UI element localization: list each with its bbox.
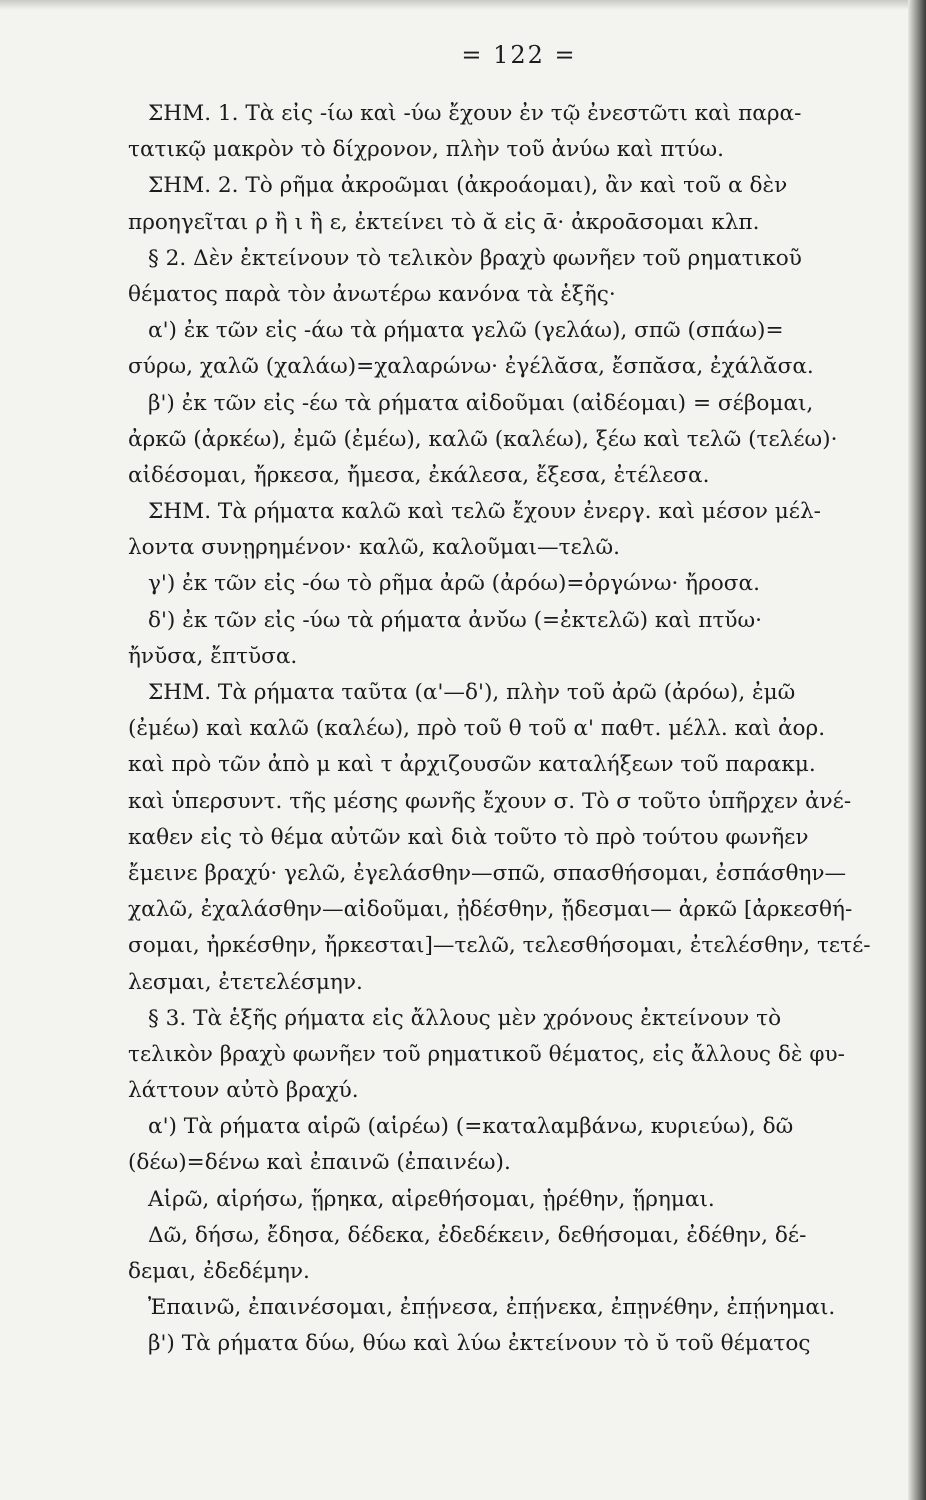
book-page — [128, 40, 910, 1480]
page-text-body — [128, 96, 910, 1363]
text-line: τατικῷ μακρὸν τὸ δίχρονον, πλὴν τοῦ ἀνύω καὶ πτύω. — [128, 137, 724, 163]
text-line: Αἱρῶ, αἱρήσω, ᾕρηκα, αἱρεθήσομαι, ᾑρέθην, ᾕρημαι. — [148, 1186, 715, 1212]
text-line: Ἐπαινῶ, ἐπαινέσομαι, ἐπῄνεσα, ἐπῄνεκα, ἐπῃνέθην, ἐπῄνημαι. — [148, 1295, 836, 1321]
text-line: δ') ἐκ τῶν εἰς -ύω τὰ ρήματα ἀνῠ́ω (=ἐκτελῶ) καὶ πτῠ́ω· — [148, 607, 763, 633]
text-line: καθεν εἰς τὸ θέμα αὐτῶν καὶ διὰ τοῦτο τὸ πρὸ τούτου φωνῆεν — [128, 824, 809, 850]
text-line: λοντα συνῃρημένον· καλῶ, καλοῦμαι—τελῶ. — [128, 535, 620, 561]
text-line: τελικὸν βραχὺ φωνῆεν τοῦ ρηματικοῦ θέματος, εἰς ἄλλους δὲ φυ- — [128, 1041, 845, 1067]
text-line: καὶ ὑπερσυντ. τῆς μέσης φωνῆς ἔχουν σ. Τὸ σ τοῦτο ὑπῆρχεν ἀνέ- — [128, 788, 852, 814]
text-line: § 2. Δὲν ἐκτείνουν τὸ τελικὸν βραχὺ φωνῆεν τοῦ ρηματικοῦ — [148, 245, 802, 271]
text-line: α') ἐκ τῶν εἰς -άω τὰ ρήματα γελῶ (γελάω), σπῶ (σπάω)= — [148, 318, 784, 344]
text-line: γ') ἐκ τῶν εἰς -όω τὸ ρῆμα ἀρῶ (ἀρόω)=ὀργώνω· ἤροσα. — [148, 571, 760, 597]
text-line: β') ἐκ τῶν εἰς -έω τὰ ρήματα αἰδοῦμαι (αἰδέομαι) = σέβομαι, — [148, 390, 814, 416]
scan-top-edge — [0, 0, 926, 10]
text-line: § 3. Τὰ ἑξῆς ρήματα εἰς ἄλλους μὲν χρόνους ἐκτείνουν τὸ — [148, 1005, 782, 1031]
text-line: β') Τὰ ρήματα δύω, θύω καὶ λύω ἐκτείνουν τὸ ῠ τοῦ θέματος — [148, 1331, 811, 1357]
text-line: ΣΗΜ. 2. Τὸ ρῆμα ἀκροῶμαι (ἀκροάομαι), ἂν καὶ τοῦ α δὲν — [148, 173, 788, 199]
scan-right-edge — [908, 0, 926, 1500]
text-line: σύρω, χαλῶ (χαλάω)=χαλαρώνω· ἐγέλᾰσα, ἔσπᾰσα, ἐχάλᾰσα. — [128, 354, 814, 380]
text-line: Δῶ, δήσω, ἔδησα, δέδεκα, ἐδεδέκειν, δεθήσομαι, ἐδέθην, δέ- — [148, 1222, 807, 1248]
text-line: λεσμαι, ἐτετελέσμην. — [128, 969, 363, 995]
text-line: προηγεῖται ρ ἢ ι ἢ ε, ἐκτείνει τὸ ᾰ εἰς ᾱ· ἀκροᾱσομαι κλπ. — [128, 209, 760, 235]
text-line: ΣΗΜ. Τὰ ρήματα ταῦτα (α'—δ'), πλὴν τοῦ ἀρῶ (ἀρόω), ἐμῶ — [148, 680, 796, 705]
text-line: σομαι, ἠρκέσθην, ἤρκεσται]—τελῶ, τελεσθήσομαι, ἐτελέσθην, τετέ- — [128, 933, 871, 959]
page-number: = 122 = — [461, 41, 577, 69]
text-line: αἰδέσομαι, ἤρκεσα, ἤμεσα, ἐκάλεσα, ἔξεσα, ἐτέλεσα. — [128, 462, 710, 488]
text-line: ἤνῠσα, ἔπτῠσα. — [128, 643, 298, 669]
text-line: (ἐμέω) καὶ καλῶ (καλέω), πρὸ τοῦ θ τοῦ α' παθτ. μέλλ. καὶ ἀορ. — [128, 716, 826, 742]
text-line: ἔμεινε βραχύ· γελῶ, ἐγελάσθην—σπῶ, σπασθήσομαι, ἐσπάσθην— — [128, 860, 847, 886]
text-line: ΣΗΜ. Τὰ ρήματα καλῶ καὶ τελῶ ἔχουν ἐνεργ. καὶ μέσον μέλ- — [148, 499, 821, 525]
text-line: ἀρκῶ (ἀρκέω), ἐμῶ (ἐμέω), καλῶ (καλέω), ξέω καὶ τελῶ (τελέω)· — [128, 426, 838, 452]
text-line: καὶ πρὸ τῶν ἀπὸ μ καὶ τ ἀρχιζουσῶν καταλήξεων τοῦ παρακμ. — [128, 752, 816, 778]
text-line: λάττουν αὐτὸ βραχύ. — [128, 1078, 359, 1104]
text-line: χαλῶ, ἐχαλάσθην—αἰδοῦμαι, ᾐδέσθην, ᾔδεσμαι— ἀρκῶ [ἀρκεσθή- — [128, 897, 853, 923]
text-line: δεμαι, ἐδεδέμην. — [128, 1259, 310, 1284]
text-line: α') Τὰ ρήματα αἱρῶ (αἱρέω) (=καταλαμβάνω, κυριεύω), δῶ — [148, 1114, 794, 1140]
text-line: ΣΗΜ. 1. Τὰ εἰς -ίω καὶ -ύω ἔχουν ἐν τῷ ἐνεστῶτι καὶ παρα- — [148, 101, 802, 126]
text-line: θέματος παρὰ τὸν ἀνωτέρω κανόνα τὰ ἑξῆς· — [128, 281, 616, 307]
text-line: (δέω)=δένω καὶ ἐπαινῶ (ἐπαινέω). — [128, 1150, 511, 1176]
